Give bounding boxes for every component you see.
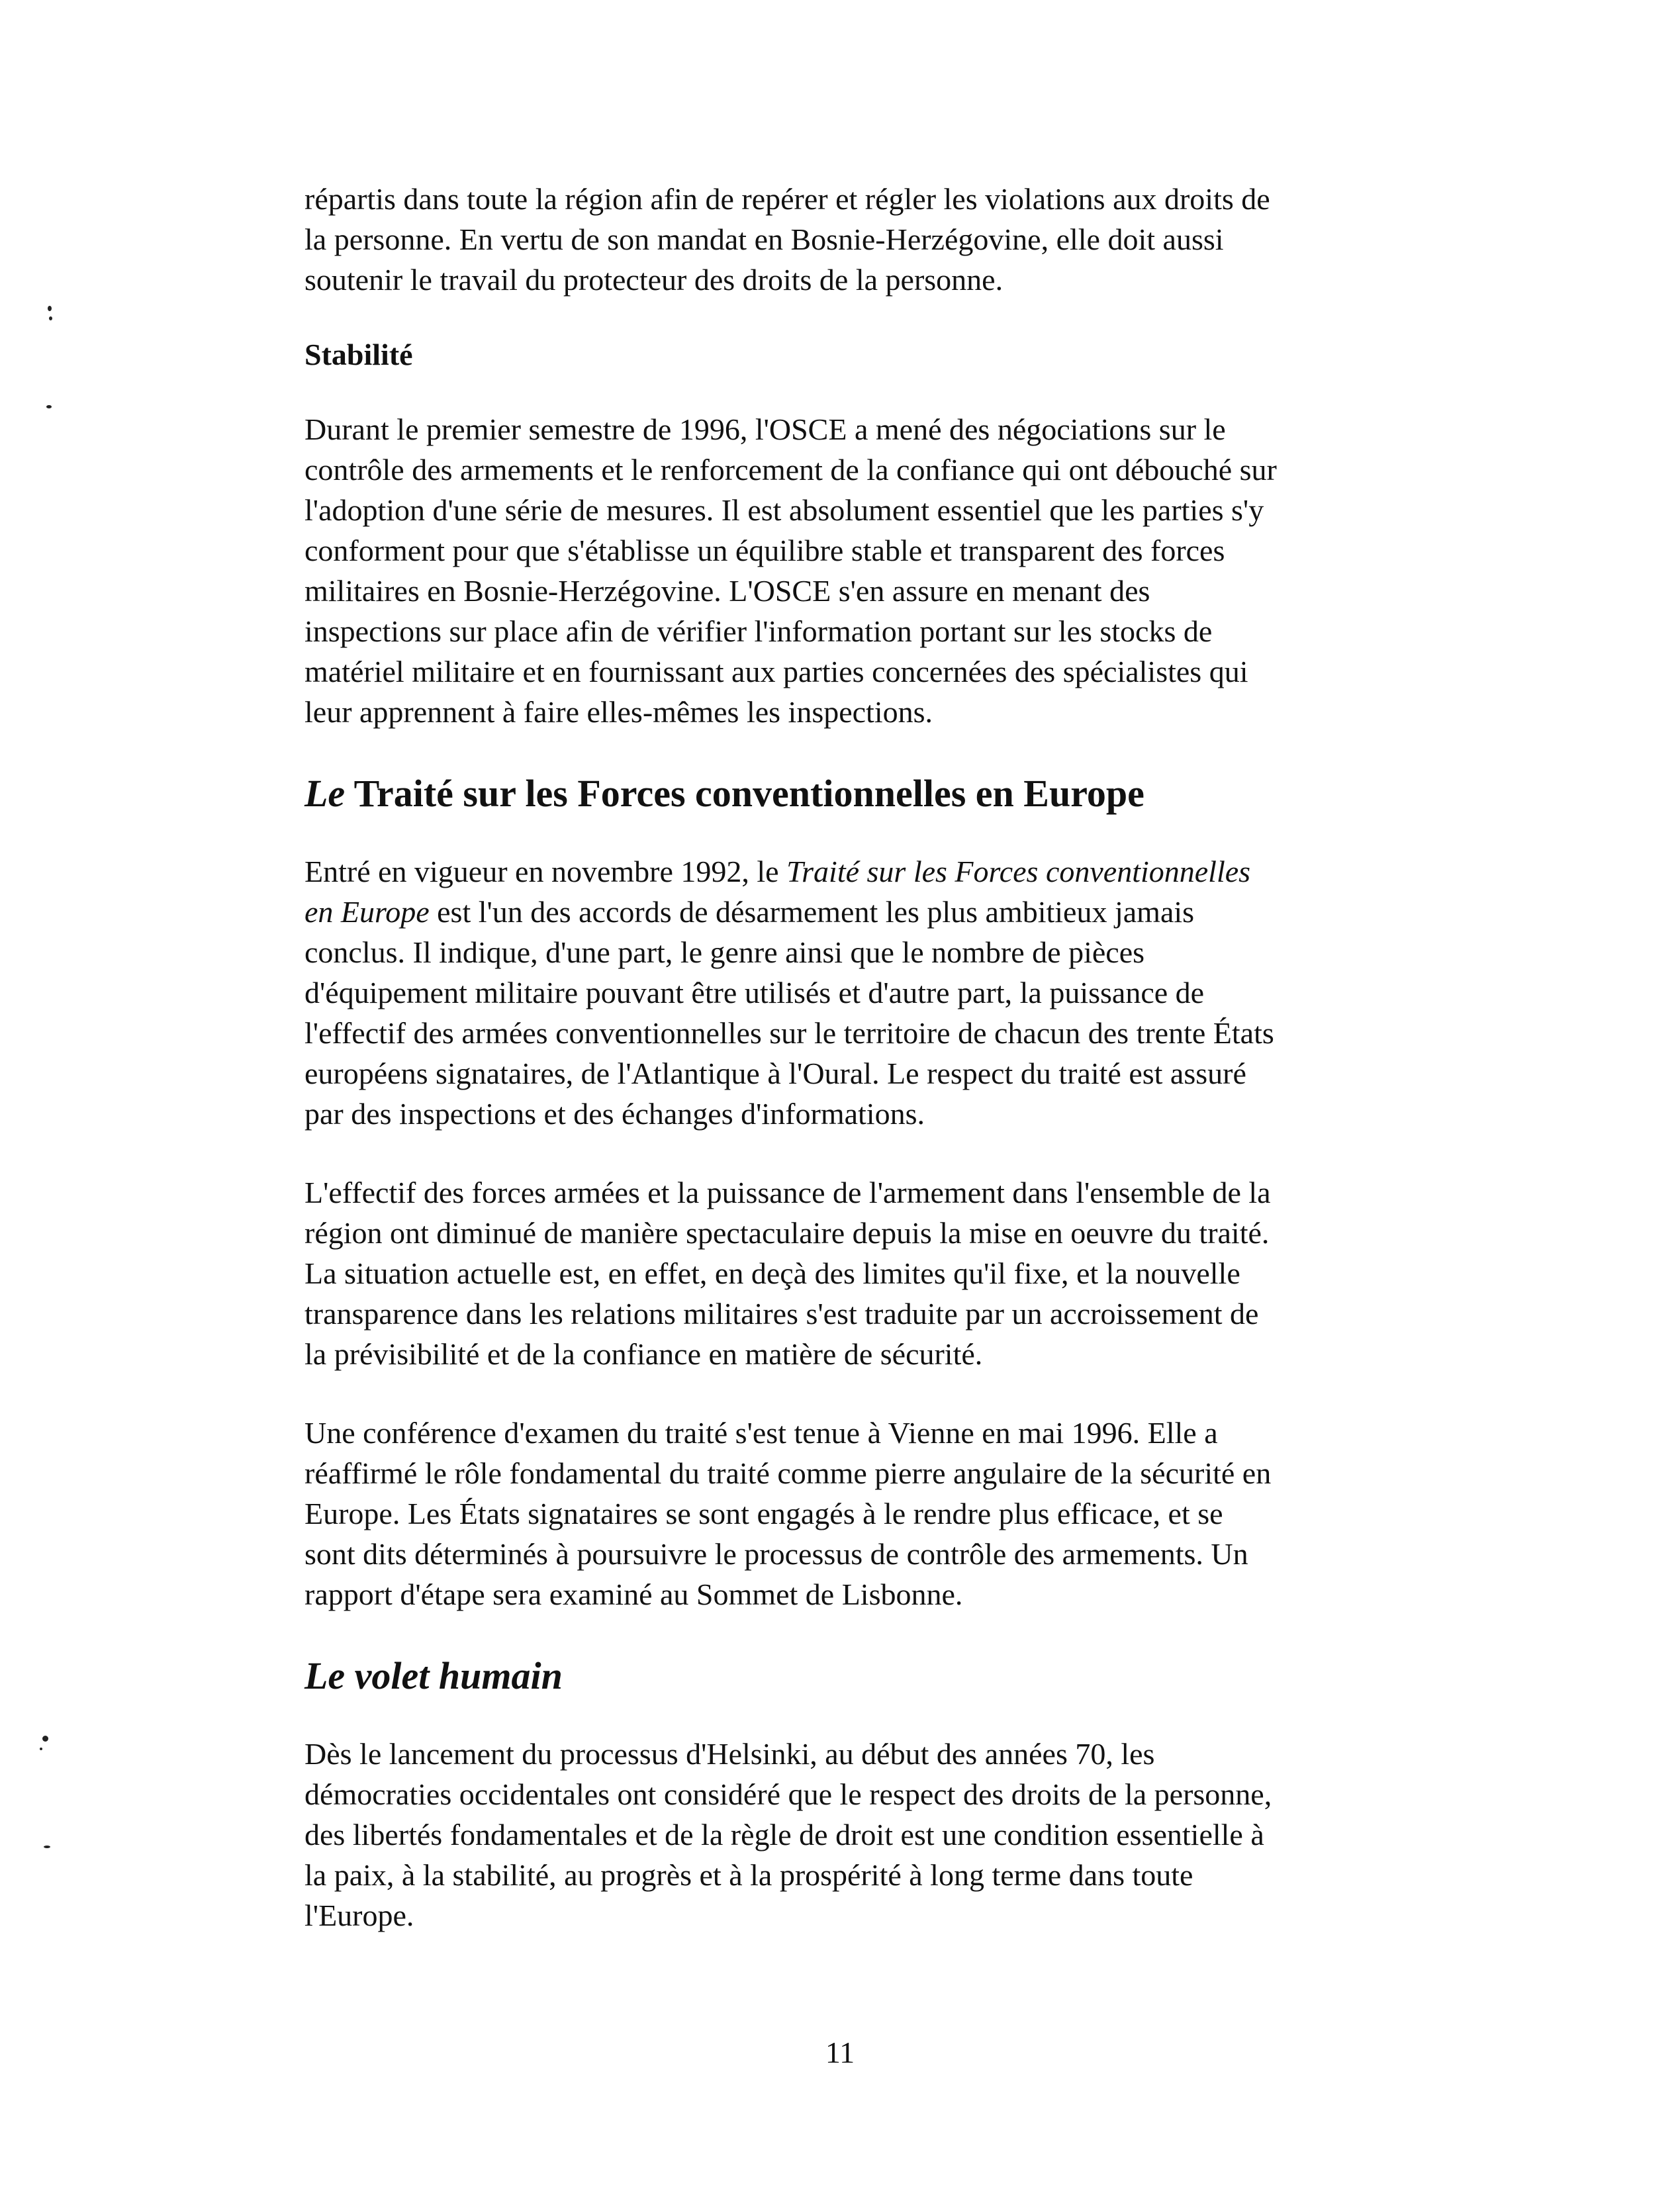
heading-traite-fce <box>304 771 1403 817</box>
paragraph-traite-italic-title-2: en Europe <box>304 895 430 929</box>
document-body <box>304 179 1403 1936</box>
heading-traite-rest: Traité sur les Forces conventionnelles en Europe <box>345 772 1144 815</box>
paragraph-human-rights-missions: répartis dans toute la région afin de repérer et régler les violations aux droits de la personne. En vertu de son mandat en Bosnie-Herzégovine, elle doit aussi soutenir le travail du protecteur des droits de la personne. <box>304 182 1270 297</box>
scan-speck <box>48 306 52 311</box>
paragraph-effectif: L'effectif des forces armées et la puissance de l'armement dans l'ensemble de la région ont diminué de manière spectaculaire depuis la mise en oeuvre du traité. La situation actuelle est, en effet, en deçà des limites qu'il fixe, et la nouvelle transparence dans les relations militaires s'est traduite par un accroissement de la prévisibilité et de la confiance en matière de sécurité. <box>304 1176 1271 1371</box>
paragraph-helsinki: Dès le lancement du processus d'Helsinki, au début des années 70, les démocraties occidentales ont considéré que le respect des droits de la personne, des libertés fondamentales et de la règle de droit est une condition essentielle à la paix, à la stabilité, au progrès et à la prospérité à long terme dans toute l'Europe. <box>304 1737 1272 1932</box>
heading-volet-humain: Le volet humain <box>304 1654 563 1697</box>
subheading-stabilite: Stabilité <box>304 338 413 371</box>
page-number: 11 <box>825 2036 855 2069</box>
scan-speck <box>46 405 52 408</box>
heading-traite-le: Le <box>304 772 346 815</box>
scan-speck <box>44 1846 50 1848</box>
paragraph-conference: Une conférence d'examen du traité s'est tenue à Vienne en mai 1996. Elle a réaffirmé le rôle fondamental du traité comme pierre angulaire de la sécurité en Europe. Les États signataires se sont engagés à le rendre plus efficace, et se sont dits déterminés à poursuivre le processus de contrôle des armements. Un rapport d'étape sera examiné au Sommet de Lisbonne. <box>304 1416 1272 1611</box>
scan-speck <box>40 1748 42 1750</box>
paragraph-stabilite: Durant le premier semestre de 1996, l'OSCE a mené des négociations sur le contrôle des armements et le renforcement de la confiance qui ont débouché sur l'adoption d'une série de mesures. Il est absolument essentiel que les parties s'y conforment pour que s'établisse un équilibre stable et transparent des forces militaires en Bosnie-Herzégovine. L'OSCE s'en assure en menant des inspections sur place afin de vérifier l'information portant sur les stocks de matériel militaire et en fournissant aux parties concernées des spécialistes qui leur apprennent à faire elles-mêmes les inspections. <box>304 412 1277 729</box>
paragraph-traite-rest: est l'un des accords de désarmement les plus ambitieux jamais conclus. Il indique, d'une part, le genre ainsi que le nombre de pièces d'équipement militaire pouvant être utilisés et d'autre part, la puissance de l'effectif des armées conventionnelles sur le territoire de chacun des trente États européens signataires, de l'Atlantique à l'Oural. Le respect du traité est assuré par des inspections et des échanges d'informations. <box>304 895 1274 1131</box>
paragraph-traite-italic-title-1: Traité sur les Forces conventionnelles <box>786 855 1251 888</box>
scan-speck <box>49 316 52 320</box>
paragraph-traite-start: Entré en vigueur en novembre 1992, le <box>304 855 787 888</box>
scan-speck <box>42 1736 48 1742</box>
paragraph-traite <box>304 851 1403 1134</box>
